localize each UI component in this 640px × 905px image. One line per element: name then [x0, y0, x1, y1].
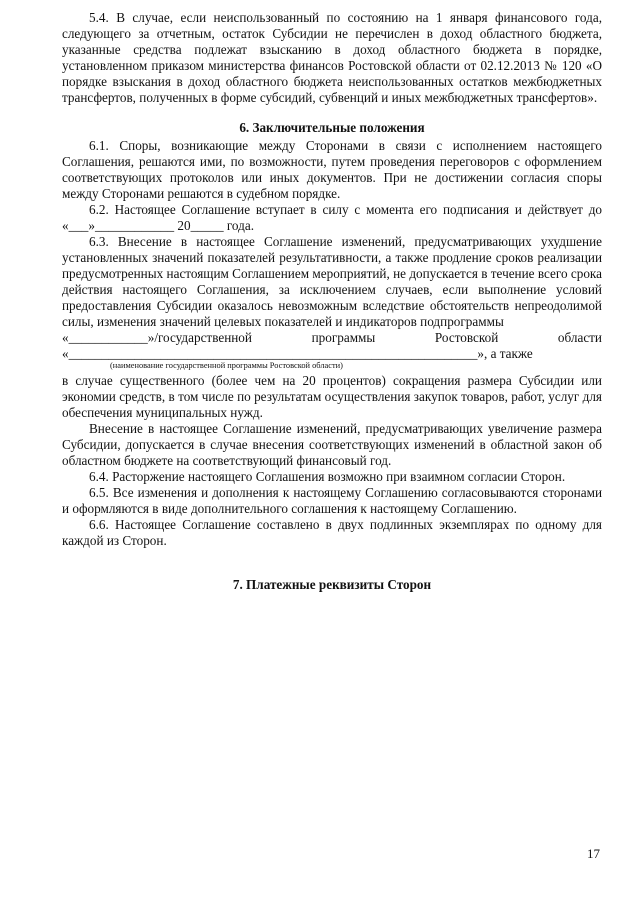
document-page: [62, 10, 602, 595]
page-number: 17: [587, 846, 600, 861]
clause-6-4: 6.4. Расторжение настоящего Соглашения возможно при взаимном согласии Сторон.: [89, 469, 566, 484]
clause-5-4: 5.4. В случае, если неиспользованный по состоянию на 1 января финансового года, следующего за отчетным, остаток Субсидии не перечислен в доход областного бюджета, указанные средства подлежат взысканию в доход областного бюджета в порядке, установленном приказом министерства финансов Ростовской области от 02.12.2013 № 120 «О порядке взыскания в доход областного бюджета неиспользованных остатков межбюджетных трансфертов, полученных в форме субсидий, субвенций и иных межбюджетных трансфертов».: [62, 10, 602, 105]
clause-6-1: 6.1. Споры, возникающие между Сторонами в связи с исполнением настоящего Соглашения, решаются ими, по возможности, путем проведения переговоров с оформлением соответствующих протоколов или иных документов. При не достижении согласия споры между Сторонами решаются в судебном порядке.: [62, 138, 602, 201]
clause-6-3: 6.3. Внесение в настоящее Соглашение изменений, предусматривающих ухудшение установленных значений показателей результативности, а также продление сроков реализации предусмотренных настоящим Соглашением мероприятий, не допускается в течение всего срока действия настоящего Соглашения, за исключением случаев, если выполнение условий предоставления Субсидии оказалось невозможным вследствие обстоятельств непреодолимой силы, изменения значений целевых показателей и индикаторов подпрограммы: [62, 234, 602, 329]
clause-6-3-increase: Внесение в настоящее Соглашение изменений, предусматривающих увеличение размера Субсидии, допускается в случае внесения соответствующих изменений в областной закон об областном бюджете на соответствующий финансовый год.: [62, 421, 602, 468]
program-line-word-2: программы: [311, 330, 376, 345]
clause-6-6: 6.6. Настоящее Соглашение составлено в двух подлинных экземплярах по одному для каждой из Сторон.: [62, 517, 602, 548]
program-line: [62, 330, 602, 346]
program-line-word-1: «____________»/государственной: [62, 330, 252, 345]
program-name-blank: «______________________________________________________________», а также: [62, 346, 533, 361]
clause-6-3-continuation: в случае существенного (более чем на 20 процентов) сокращения размера Субсидии или экономии средств, в том числе по результатам осуществления закупок товаров, работ, услуг для обеспечения муниципальных нужд.: [62, 373, 602, 420]
clause-6-5: 6.5. Все изменения и дополнения к настоящему Соглашению согласовываются сторонами и оформляются в виде дополнительного соглашения к настоящему Соглашению.: [62, 485, 602, 516]
program-name-caption: (наименование государственной программы Ростовской области): [110, 361, 343, 370]
section-6-title: 6. Заключительные положения: [239, 120, 425, 135]
section-7-title: 7. Платежные реквизиты Сторон: [232, 577, 432, 592]
program-line-word-4: области: [557, 330, 602, 345]
program-line-word-3: Ростовской: [434, 330, 499, 345]
clause-6-2: 6.2. Настоящее Соглашение вступает в силу с момента его подписания и действует до «___»____________ 20_____ года.: [62, 202, 602, 233]
